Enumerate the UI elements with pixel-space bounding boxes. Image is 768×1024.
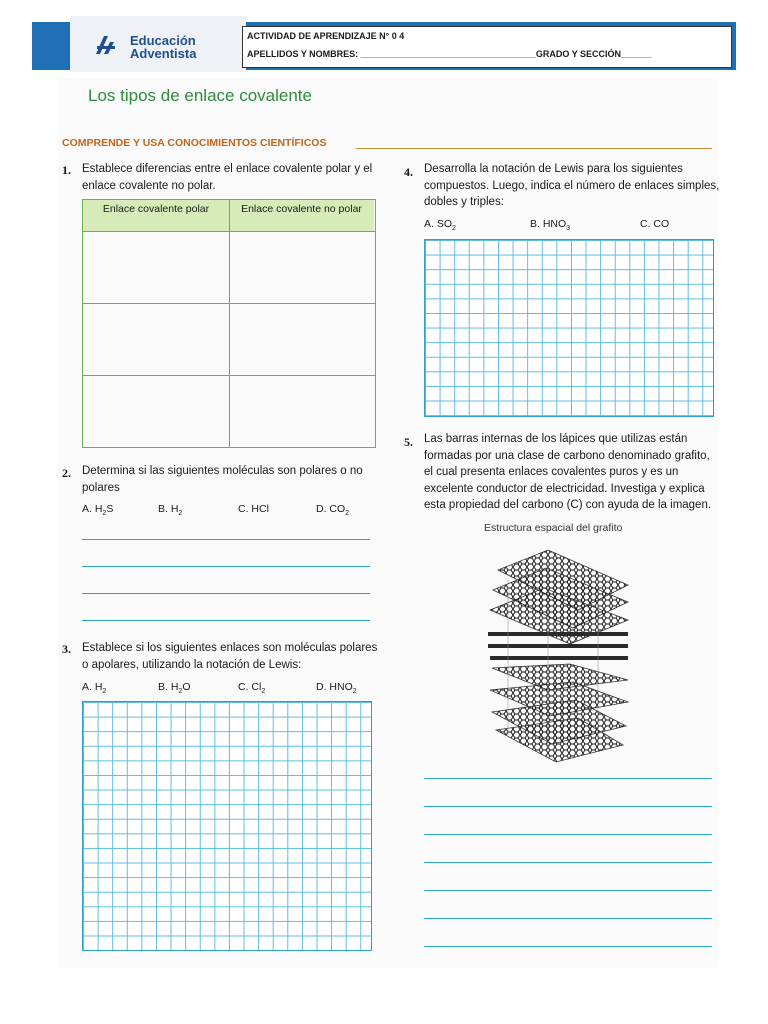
q1-text: Establece diferencias entre el enlace covalente polar y el enlace covalente no polar. [82, 163, 373, 192]
header-info-box [242, 26, 732, 68]
table-row-line [83, 303, 375, 304]
comparison-table [82, 199, 376, 448]
q1-number: 1. [62, 163, 71, 177]
q2-option-b: B. $H_2$ [158, 503, 183, 518]
q3-option-b: B. $H_2O$ [158, 681, 191, 696]
graphite-structure-image [478, 540, 638, 765]
q2-option-a: A. $H_2S$ [82, 503, 114, 518]
q3-drawing-grid[interactable] [82, 701, 372, 951]
table-row-line [83, 231, 375, 232]
q5-number: 5. [404, 435, 413, 449]
q4-option-a: A. $SO_2$ [424, 218, 456, 233]
q3-number: 3. [62, 642, 71, 656]
answer-line[interactable] [424, 778, 712, 779]
logo-line-2: Adventista [130, 46, 197, 61]
q4-drawing-grid[interactable] [424, 239, 714, 417]
q3-option-c: C. $Cl_2$ [238, 681, 266, 696]
q3-option-a: A. $H_2$ [82, 681, 107, 696]
q4-text: Desarrolla la notación de Lewis para los siguientes compuestos. Luego, indica el número de enlaces simples, dobles y triples: [424, 163, 720, 208]
table-divider [229, 200, 230, 447]
answer-line[interactable] [424, 806, 712, 807]
q2-text: Determina si las siguientes moléculas son polares o no polares [82, 465, 363, 494]
section-rule [356, 148, 712, 149]
q4-option-b: B. $HNO_3$ [530, 218, 571, 233]
page-title: Los tipos de enlace covalente [88, 86, 312, 105]
answer-line[interactable] [424, 834, 712, 835]
answer-line[interactable] [82, 566, 370, 567]
names-field-label: APELLIDOS Y NOMBRES: ___________________________________GRADO Y SECCIÓN______ [247, 49, 652, 59]
activity-label: ACTIVIDAD DE APRENDIZAJE N° 0 4 [247, 31, 405, 41]
q3-option-d: D. $HNO_2$ [316, 681, 357, 696]
q4-number: 4. [404, 165, 413, 179]
q3-text: Establece si los siguientes enlaces son moléculas polares o apolares, utilizando la notación de Lewis: [82, 642, 378, 671]
answer-line[interactable] [424, 946, 712, 947]
q2-number: 2. [62, 466, 71, 480]
section-heading: COMPRENDE Y USA CONOCIMIENTOS CIENTÍFICOS [62, 137, 327, 149]
answer-line[interactable] [82, 620, 370, 621]
answer-line[interactable] [424, 890, 712, 891]
q2-option-d: D. $CO_2$ [316, 503, 350, 518]
logo [70, 16, 246, 72]
answer-line[interactable] [424, 918, 712, 919]
table-header-nonpolar: Enlace covalente no polar [229, 200, 374, 232]
logo-icon [94, 34, 118, 56]
logo-line-1: Educación [130, 33, 196, 48]
q2-option-c: C. HCl [238, 503, 269, 515]
answer-line[interactable] [82, 593, 370, 594]
table-header-polar: Enlace covalente polar [83, 200, 229, 232]
answer-line[interactable] [82, 539, 370, 540]
q4-option-c: C. CO [640, 218, 670, 230]
table-row-line [83, 375, 375, 376]
answer-line[interactable] [424, 862, 712, 863]
q5-text: Las barras internas de los lápices que utilizas están formadas por una clase de carbono denominado grafito, el cual presenta enlaces covalentes puros y es un excelente conductor de electricidad. Investiga y explica esta propiedad del carbono (C) con ayuda de la imagen. [424, 433, 712, 511]
figure-caption: Estructura espacial del grafito [484, 522, 623, 534]
